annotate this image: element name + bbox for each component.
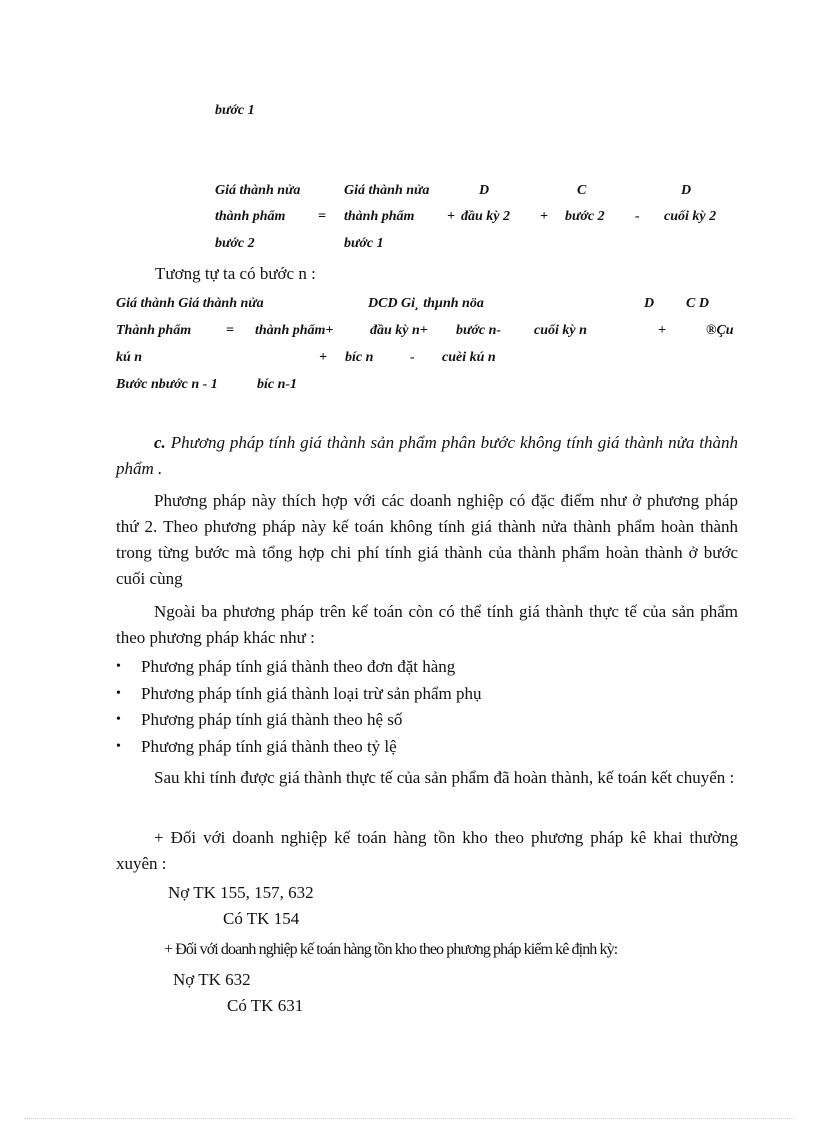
list-item: • Phương pháp tính giá thành theo tỷ lệ (116, 734, 738, 761)
f2-row2-d: bước n- (456, 323, 502, 338)
page-bottom-rule (24, 1118, 794, 1119)
lhs-line1: Giá thành nửa (215, 183, 301, 198)
f2-row3-minus: - (410, 350, 415, 365)
bullet-icon: • (116, 685, 121, 701)
d2-top: D (681, 183, 692, 198)
plus-sign-2: + (540, 209, 548, 224)
rhs-line1: Giá thành nửa (344, 183, 430, 198)
paragraph-transfer: Sau khi tính được giá thành thực tế của sản phẩm đã hoàn thành, kế toán kết chuyển : (154, 768, 735, 787)
f2-row1-b: DCD Gi¸ thµnh nöa (368, 296, 484, 311)
entry1-credit: Có TK 154 (223, 909, 300, 928)
paragraph-method-description: Phương pháp này thích hợp với các doanh nghiệp có đặc điểm như ở phương pháp thứ 2. Theo phương pháp này kế toán không tính giá thành nửa thành phẩm hoàn thành trong từng bước mà tổng hợp chi phí tính giá thành của thành phẩm hoàn thành ở bước cuối cùng (116, 491, 738, 588)
f2-row2-c: đầu kỳ n+ (370, 323, 428, 338)
equals-sign: = (318, 209, 326, 224)
f2-row1-d: C D (686, 296, 709, 311)
d2-bottom: cuối kỳ 2 (664, 209, 717, 224)
c-top: C (577, 183, 587, 198)
entry1-debit: Nợ TK 155, 157, 632 (168, 883, 314, 902)
f2-row2-a: Thành phẩm (116, 323, 192, 338)
entry2-credit: Có TK 631 (227, 996, 304, 1015)
d-bottom: đầu kỳ 2 (461, 209, 510, 224)
d-top: D (479, 183, 490, 198)
f2-row1-c: D (644, 296, 655, 311)
f2-row3-c: cuèi kú n (442, 350, 496, 365)
c-bottom: bước 2 (565, 209, 605, 224)
minus-sign: - (635, 209, 640, 224)
bullet-icon: • (116, 659, 121, 674)
f2-row3-b: bíc n (345, 350, 374, 365)
list-item: • Phương pháp tính giá thành theo hệ số (116, 707, 738, 734)
entry2-debit: Nợ TK 632 (173, 970, 251, 989)
plus-sign-1: + (447, 209, 455, 224)
other-methods-list (116, 654, 738, 760)
f2-row4-b: bíc n-1 (257, 377, 298, 392)
list-item: • Phương pháp tính giá thành theo đơn đặt hàng (116, 654, 738, 681)
section-c-heading (116, 430, 738, 482)
section-c-label: c. (154, 433, 166, 452)
rhs-line3: bước 1 (344, 236, 384, 251)
f2-row2-plus: + (658, 323, 666, 338)
bullet-icon: • (116, 738, 121, 754)
lhs-line2: thành phẩm (215, 209, 286, 224)
section-c-title: Phương pháp tính giá thành sản phẩm phân bước không tính giá thành nửa thành phẩm . (116, 433, 739, 478)
paragraph-other-methods: Ngoài ba phương pháp trên kế toán còn có thể tính giá thành thực tế của sản phẩm theo phương pháp khác như : (116, 602, 738, 647)
f2-row4-a: Bước nbước n - 1 (116, 377, 218, 392)
list-item: • Phương pháp tính giá thành loại trừ sản phẩm phụ (116, 681, 738, 708)
f2-row2-eq: = (226, 323, 234, 338)
lhs-line3: bước 2 (215, 236, 255, 251)
step1-label: bước 1 (215, 103, 255, 118)
similar-step-n-text: Tương tự ta có bước n : (155, 264, 316, 283)
f2-row1-a: Giá thành Giá thành nửa (116, 296, 264, 311)
f2-row3-a: kú n (116, 350, 143, 365)
rhs-line2: thành phẩm (344, 209, 415, 224)
bullet-icon: • (116, 712, 121, 727)
f2-row2-b: thành phẩm+ (255, 323, 334, 338)
paragraph-periodic-inventory: + Đối với doanh nghiệp kế toán hàng tồn kho theo phương pháp kiểm kê định kỳ: (164, 941, 618, 958)
f2-row2-e: cuối kỳ n (534, 323, 587, 338)
paragraph-perpetual-inventory: + Đối với doanh nghiệp kế toán hàng tồn kho theo phương pháp kê khai thường xuyên : (116, 828, 738, 873)
f2-row2-f: ®Çu (706, 323, 734, 338)
f2-row3-plus: + (319, 350, 327, 365)
